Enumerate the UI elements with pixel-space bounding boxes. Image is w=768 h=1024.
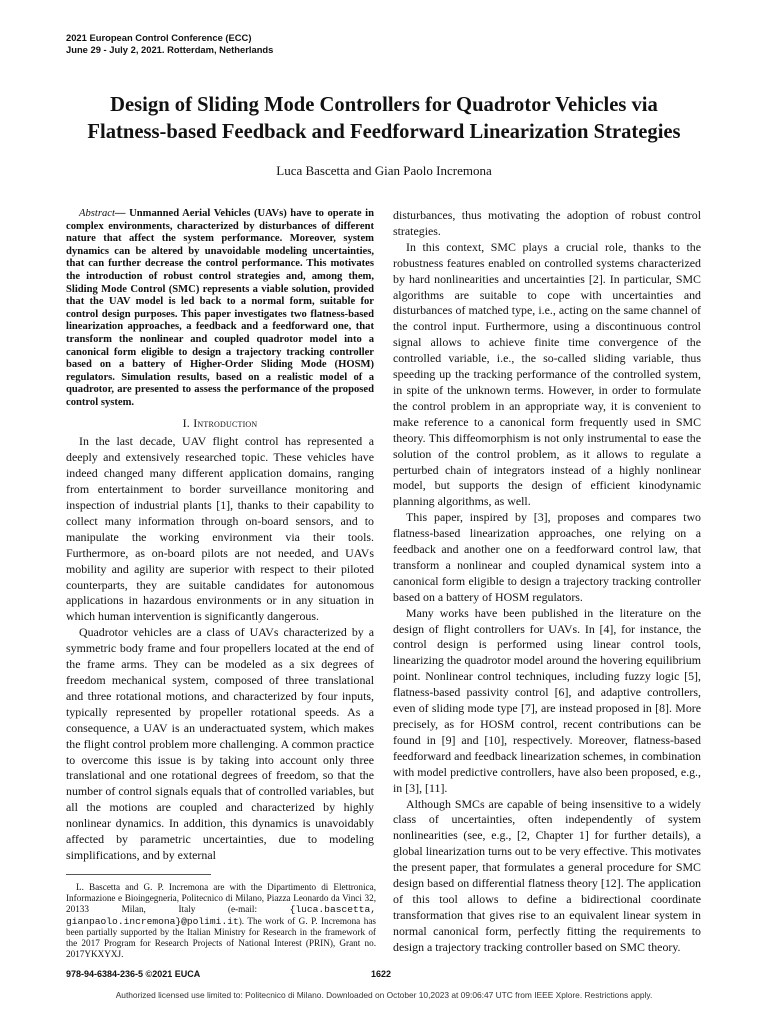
- conference-date-location: June 29 - July 2, 2021. Rotterdam, Netherlands: [66, 44, 274, 55]
- body-paragraph: Quadrotor vehicles are a class of UAVs characterized by a symmetric body frame and four propellers located at the end of the frame arms. They can be modeled as a six degrees of freedom mechanical system, composed of three translational and three rotational motions, and characterized by four inputs, typically represented by propeller rotational speeds. As a consequence, a UAV is an underactuated system, which makes the flight control problem more challenging. A common practice to overcome this issue is by taking into account only three translational and one rotational degrees of freedom, so that the number of control signals equals that of controlled variables, but all the motions are coupled and characterized by highly nonlinear dynamics. In addition, this dynamics is unavoidably affected by parametric uncertainties, due to modeling simplifications, and by external: [66, 625, 374, 862]
- body-paragraph: This paper, inspired by [3], proposes and compares two flatness-based linearization approaches, one relying on a feedback and another one on a feedforward control law, that transform a nonlinear and coupled dynamical system into a canonical form eligible to design a trajectory tracking controller based on a battery of HOSM regulators.: [393, 510, 701, 604]
- body-paragraph: In this context, SMC plays a crucial role, thanks to the robustness features enabled on controlled systems characterized by hard nonlinearities and uncertainties [2]. In particular, SMC algorithms are suitable to cope with uncertainties and disturbances of matched type, i.e., acting on the same channel of the control input. Furthermore, using a discontinuous control signal allows to achieve finite time convergence of the controlled variable, i.e., the so-called sliding variable, thus speeding up the tracking performance of the controlled system, in spite of the unknown terms. However, in order to formulate the control problem in an appropriate way, it is convenient to make reference to a canonical form frequently used in SMC theory. This diffeomorphism is not only instrumental to ease the solution of the control problem, as it allows to regulate a perturbed chain of integrators instead of a highly nonlinear model, but supports the design of efficient kinodynamic planning algorithms, as well.: [393, 239, 701, 509]
- paper-authors: Luca Bascetta and Gian Paolo Incremona: [276, 163, 492, 178]
- section-heading-introduction: [66, 416, 374, 432]
- body-paragraph: disturbances, thus motivating the adoption of robust control strategies.: [393, 208, 701, 238]
- abstract-text: Unmanned Aerial Vehicles (UAVs) have to operate in complex environments, characterized by disturbances of different nature that affect the system performance. Moreover, system dynamics can be altered by unavoidable modeling uncertainties, that can further decrease the control performance. This motivates the introduction of robust control strategies and, among them, Sliding Mode Control (SMC) represents a viable solution, provided that the UAV model is led back to a normal form, suitable for control design purposes. This paper investigates two flatness-based linearization approaches, a feedback and a feedforward one, that transform the nonlinear and coupled quadrotor model into a canonical form eligible to design a trajectory tracking controller based on a battery of Higher-Order Sliding Mode (HOSM) regulators. Simulation results, based on a realistic model of a quadrotor, are presented to assess the performance of the proposed control system.: [66, 208, 374, 408]
- conference-header: [66, 32, 273, 56]
- body-paragraph: Although SMCs are capable of being insensitive to a widely class of uncertainties, often independently of system nonlinearities (see, e.g., [2, Chapter 1] for further details), a global linearization turns out to be very effective. This motivates the present paper, that formulates a general procedure for SMC design based on differential flatness theory [12]. The application of this tool allows to define a bidirectional coordinate transformation that gives rise to an equivalent linear system in normal canonical form, perfectly fitting the requirements to design a trajectory tracking controller based on SMC theory.: [393, 796, 701, 954]
- author-affiliation-footnote: [66, 882, 376, 960]
- page-number: 1622: [371, 969, 392, 979]
- footnote-divider: [66, 874, 211, 875]
- section-title: Introduction: [193, 415, 258, 430]
- title-line-2: Flatness-based Feedback and Feedforward Linearization Strategies: [87, 121, 681, 143]
- paper-title: [40, 92, 728, 146]
- conference-name: 2021 European Control Conference (ECC): [66, 32, 252, 43]
- section-number: I.: [182, 415, 194, 430]
- license-notice: Authorized licensed use limited to: Politecnico di Milano. Downloaded on October 10,2023 at 09:06:47 UTC from IEEE Xplore. Restrictions apply.: [115, 990, 653, 1000]
- abstract-dash: —: [114, 208, 130, 219]
- abstract: [66, 208, 374, 410]
- footer-isbn: 978-94-6384-236-5 ©2021 EUCA: [66, 969, 201, 979]
- right-column: [393, 208, 701, 956]
- footnote-emails: {luca.bascetta, gianpaolo.incremona}@polimi.it: [66, 904, 376, 927]
- abstract-label: Abstract: [79, 208, 115, 219]
- footnote-text-2: ). The work of G. P. Incremona has been partially supported by the Italian Ministry for Research in the framework of the 2017 Program for Research Projects of National Interest (PRIN), Grant no. 2017YKXYXJ.: [66, 915, 376, 960]
- body-paragraph: Many works have been published in the literature on the design of flight controllers for UAVs. In [4], for instance, the control design is performed using linear control tools, linearizing the quadrotor model around the hovering equilibrium point. Nonlinear control techniques, including fuzzy logic [5], flatness-based passivity control [6], and adaptive controllers, even of sliding mode type [7], are instead proposed in [8]. More precisely, as for HOSM control, recent contributions can be found in [9] and [10], respectively. Moreover, flatness-based feedforward and feedback linearization schemes, in combination with model predictive controllers, have also been proposed, e.g., in [3], [11].: [393, 605, 701, 795]
- title-line-1: Design of Sliding Mode Controllers for Quadrotor Vehicles via: [110, 94, 658, 116]
- footnote-text-1: L. Bascetta and G. P. Incremona are with the Dipartimento di Elettronica, Informazione e Bioingegneria, Politecnico di Milano, Piazza Leonardo da Vinci 32, 20133 Milan, Italy (e-mail:: [66, 882, 376, 915]
- body-paragraph: In the last decade, UAV flight control has represented a deeply and extensively researched topic. These vehicles have indeed changed many different application domains, ranging from entertainment to border surveillance monitoring and inspection of industrial plants [1], thanks to their capability to collect many information through on-board sensors, and to manipulate the working environment via their tools. Furthermore, as on-board pilots are not needed, and UAVs mobility and agility are superior with respect to their piloted counterparts, they are suitable candidates for autonomous applications in hazardous environments or in any situation in which human intervention is significantly dangerous.: [66, 434, 374, 624]
- left-column: [66, 208, 374, 864]
